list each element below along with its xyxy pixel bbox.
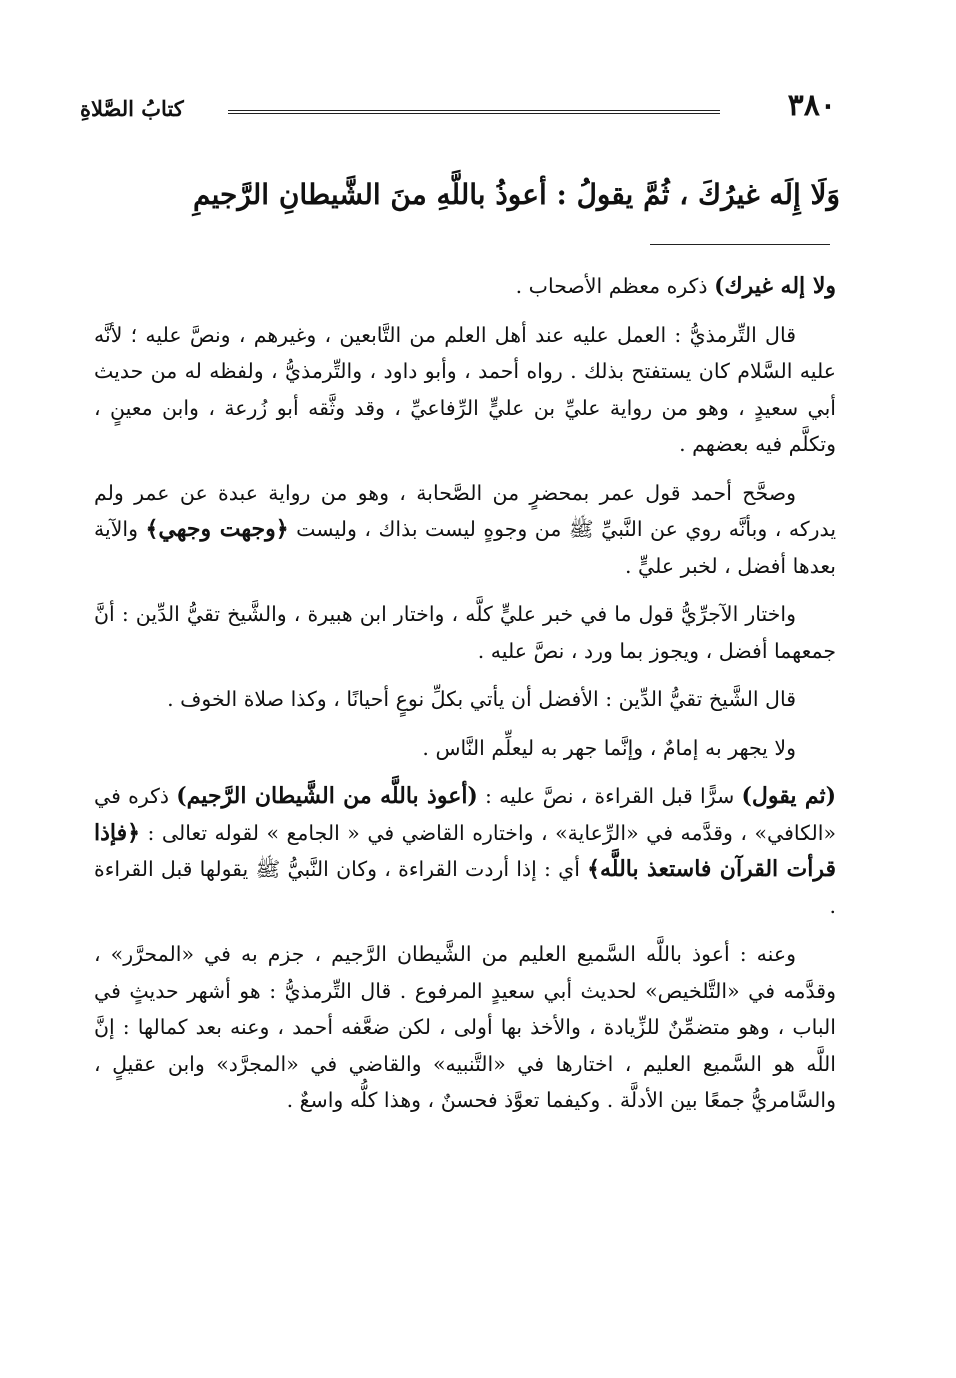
- paragraph-text: قال الشَّيخ تقيُّ الدِّين : الأفضل أن يأتي بكلِّ نوعٍ أحيانًا ، وكذا صلاة الخوف .: [167, 687, 796, 711]
- paragraph-4: [94, 596, 836, 669]
- paragraph-text: واختار الآجرِّيُّ قول ما في خبر عليٍّ كلَّه ، واختار ابن هبيرة ، والشَّيخ تقيُّ الدِّين : أنَّ جمعهما أفضل ، ويجوز بما ورد ، نصَّ عليه .: [94, 602, 836, 663]
- paragraph-5: [94, 681, 836, 718]
- matn-divider: [650, 244, 830, 245]
- commentary-body: [94, 268, 836, 1131]
- paragraph-8: [94, 936, 836, 1119]
- paragraph-3: [94, 475, 836, 585]
- paragraph-2: [94, 317, 836, 463]
- quran-quote: ﴿وجهت وجهي﴾: [145, 516, 289, 542]
- paragraph-7: [94, 778, 836, 924]
- paragraph-text: ولا يجهر به إمامٌ ، وإنَّما جهر به ليعلِّم النَّاس .: [422, 735, 796, 760]
- paragraph-text: ذكره معظم الأصحاب .: [515, 274, 715, 298]
- quoted-term: (أعوذ باللَّه من الشَّيطان الرَّجيم): [176, 783, 478, 809]
- paragraph-6: [94, 730, 836, 767]
- quoted-term: (ثم يقول): [741, 783, 837, 809]
- paragraph-text: أي : إذا أردت القراءة ، وكان النَّبيُّ ﷺ يقولها قبل القراءة .: [94, 857, 836, 918]
- header-rule: [228, 110, 720, 114]
- paragraph-text: قال التِّرمذيُّ : العمل عليه عند أهل العلم من التَّابعين ، وغيرهم ، ونصَّ عليه ؛ لأنَّه عليه السَّلام كان يستفتح بذلك . رواه أحمد ، وأبو داود ، والتِّرمذيُّ ، ولفظه له من حديث أبي سعيدٍ ، وهو من رواية عليِّ بن عليٍّ الرِّفاعيِّ ، وقد وثَّقه أبو زُرعة ، وابن معينٍ ، وتكلَّم فيه بعضهم .: [94, 322, 836, 456]
- matn-line: وَلَا إِلَه غيرُكَ ، ثُمَّ يقولُ : أعوذُ باللَّهِ منَ الشَّيطانِ الرَّجيمِ: [192, 178, 840, 211]
- paragraph-text: ذكره في «الكافي» ، وقدَّمه في «الرِّعاية» ، واختاره القاضي في « الجامع » لقوله تعالى :: [94, 784, 836, 845]
- paragraph-1: [94, 268, 836, 305]
- paragraph-text: والآية بعدها أفضل ، لخبر عليٍّ .: [94, 517, 836, 578]
- quoted-term: ولا إله غيرك): [714, 273, 836, 299]
- paragraph-text: وعنه : أعوذ باللَّه السَّميع العليم من الشَّيطان الرَّجيم ، جزم به في «المحرَّر» ، وقدَّمه في «التَّلخيص» لحديث أبي سعيدٍ المرفوع . قال التِّرمذيُّ : هو أشهر حديثٍ في الباب ، وهو متضمِّنٌ للزِّيادة ، والأخذ بها أولى ، لكن ضعَّفه أحمد ، وعنه بعد كمالها : إنَّ اللَّه هو السَّميع العليم ، اختارها في «التَّنبيه» والقاضي في «المجرَّد» وابن عقيلٍ ، والسَّامريُّ جمعًا بين الأدلَّة . وكيفما تعوَّذ فحسنٌ ، وهذا كلُّه واسعٌ .: [94, 942, 836, 1112]
- paragraph-text: وصحَّح أحمد قول عمر بمحضرٍ من الصَّحابة ، وهو من رواية عبدة عن عمر ولم يدركه ، وبأنَّه روي عن النَّبيِّ ﷺ من وجوهٍ ليست بذاك ، وليست: [94, 480, 837, 541]
- running-title: كتابُ الصَّلاةِ: [80, 96, 184, 121]
- page-number: ٣٨٠: [787, 88, 836, 123]
- page-header: [80, 82, 840, 132]
- paragraph-text: سرًّا قبل القراءة ، نصَّ عليه :: [477, 784, 742, 808]
- quran-quote: ﴿فإذا قرأت القرآن فاستعذ باللَّه﴾: [94, 819, 836, 882]
